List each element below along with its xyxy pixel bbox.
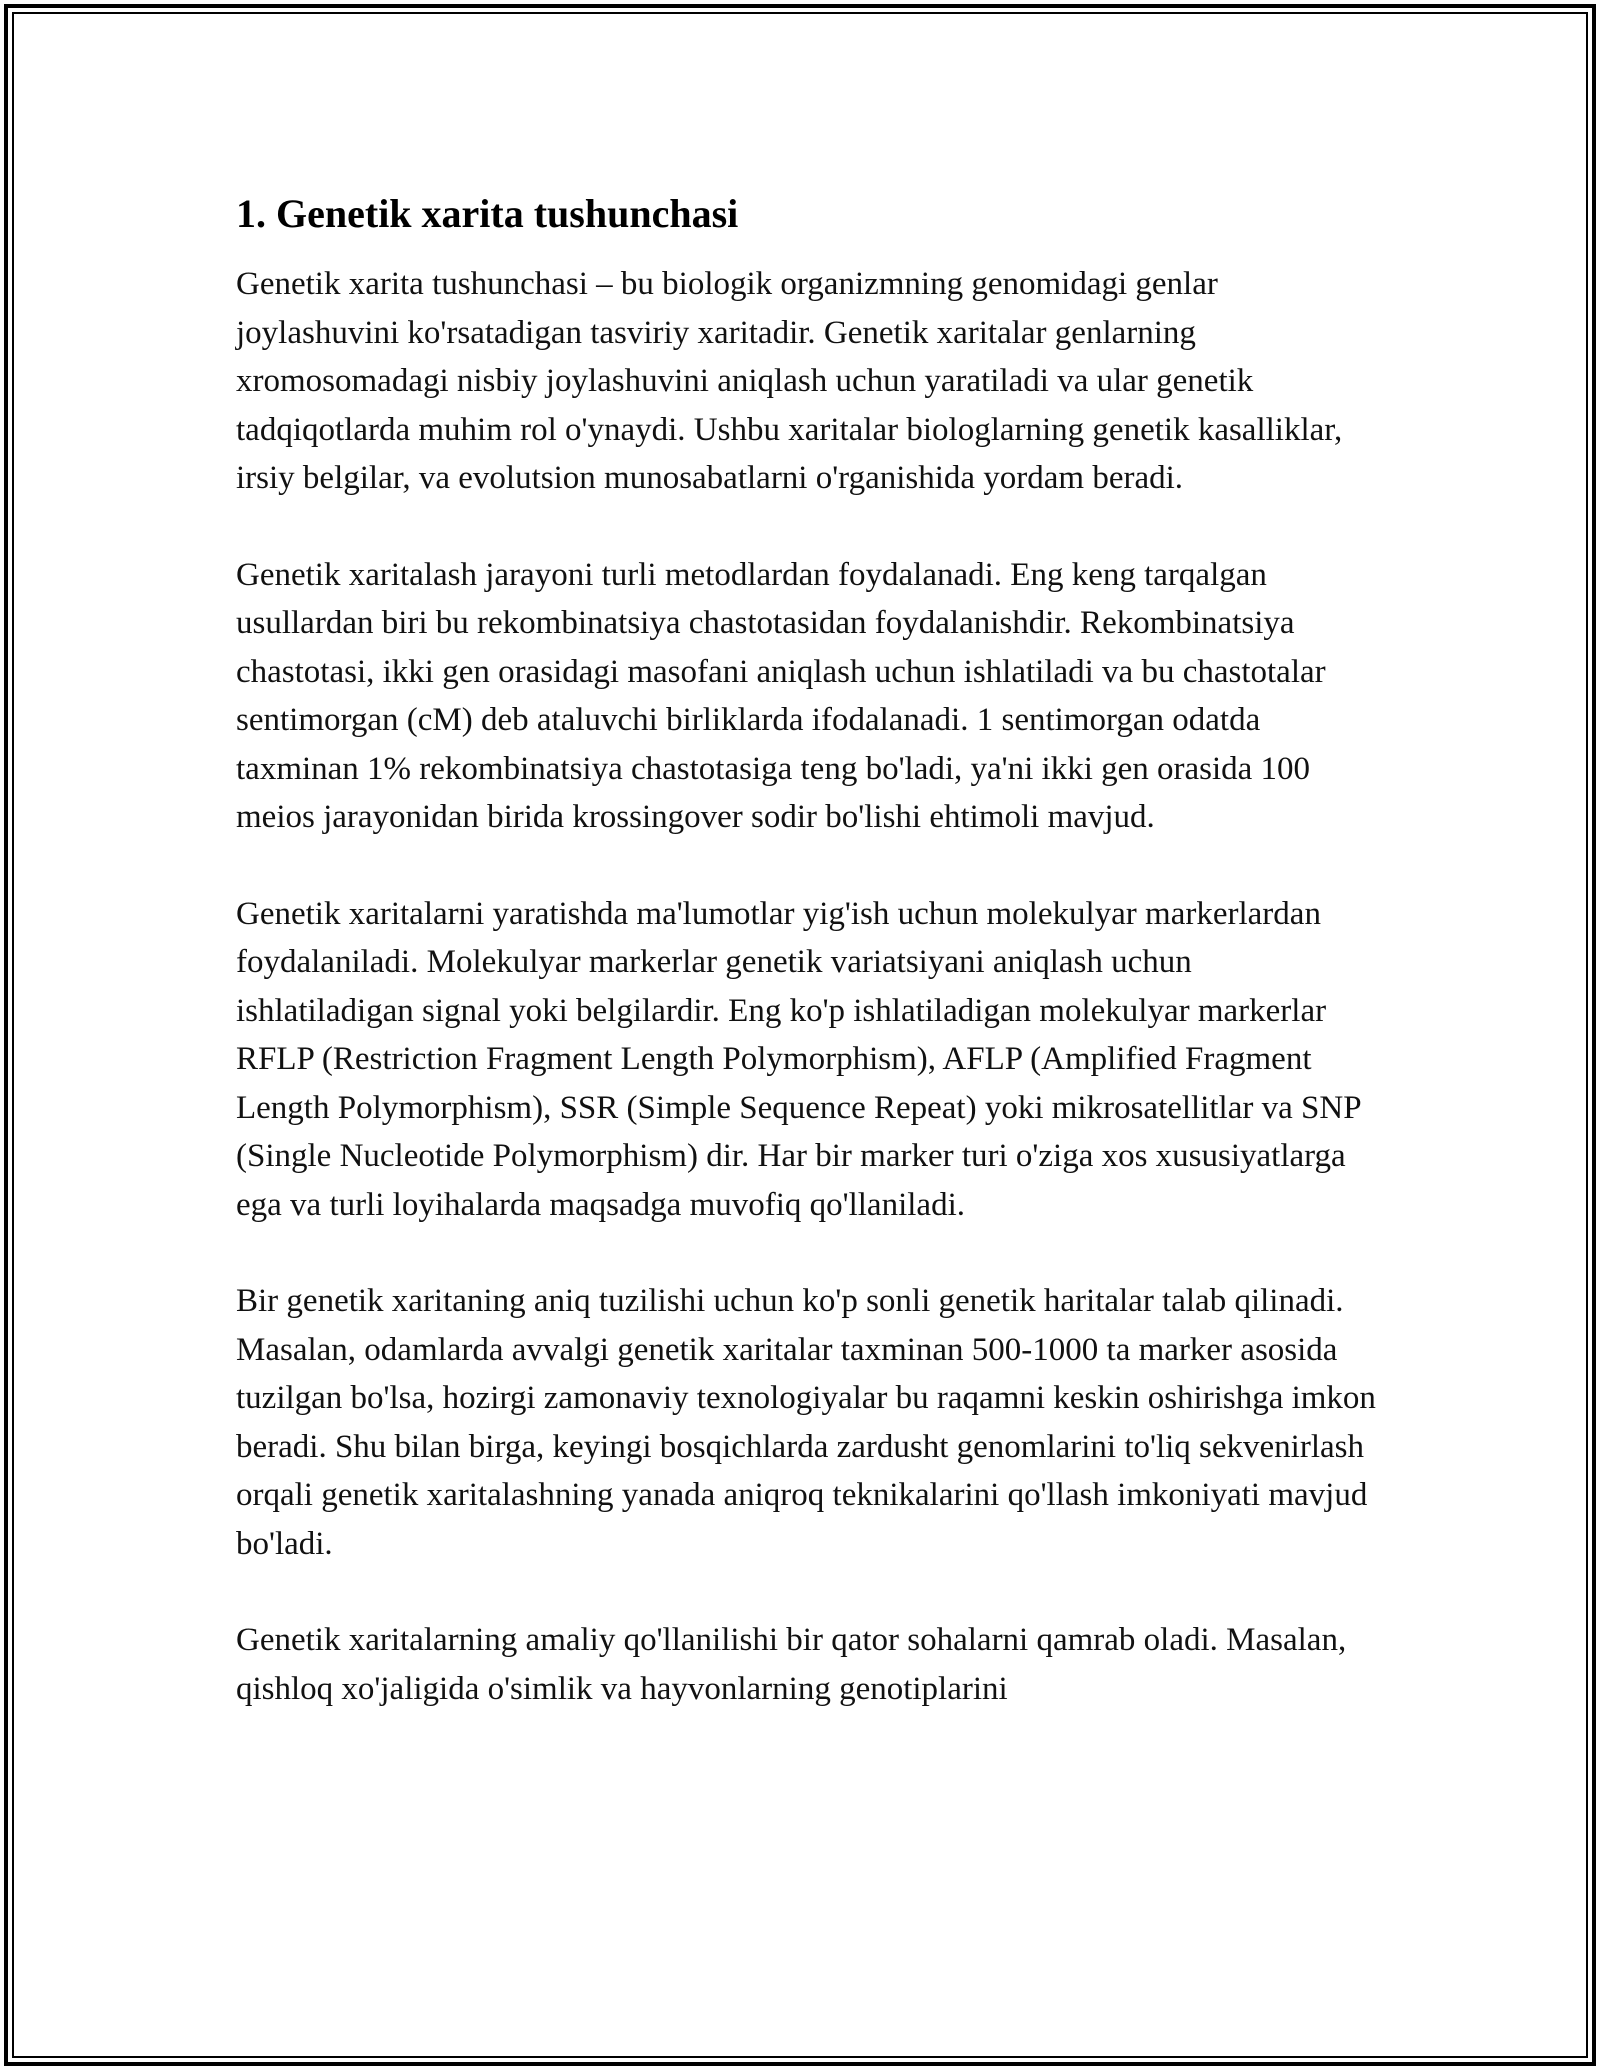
paragraph-5: Genetik xaritalarning amaliy qo'llanilishi bir qator sohalarni qamrab oladi. Masalan, qishloq xo'jaligida o'simlik va hayvonlarning genotiplarini: [236, 1622, 1347, 1707]
section-heading: 1. Genetik xarita tushunchasi: [236, 191, 739, 236]
paragraph-3: Genetik xaritalarni yaratishda ma'lumotlar yig'ish uchun molekulyar markerlardan foydalaniladi. Molekulyar markerlar genetik variatsiyani aniqlash uchun ishlatiladigan signal yoki belgilardir. Eng ko'p ishlatiladigan molekulyar markerlar RFLP (Restriction Fragment Length Polymorphism), AFLP (Amplified Fragment Length Polymorphism), SSR (Simple Sequence Repeat) yoki mikrosatellitlar va SNP (Single Nucleotide Polymorphism) dir. Har bir marker turi o'ziga xos xususiyatlarga ega va turli loyihalarda maqsadga muvofiq qo'llaniladi.: [236, 895, 1361, 1223]
paragraph-1: Genetik xarita tushunchasi – bu biologik organizmning genomidagi genlar joylashuvini ko'rsatadigan tasviriy xaritadir. Genetik xaritalar genlarning xromosomadagi nisbiy joylashuvini aniqlash uchun yaratiladi va ular genetik tadqiqotlarda muhim rol o'ynaydi. Ushbu xaritalar biologlarning genetik kasalliklar, irsiy belgilar, va evolutsion munosabatlarni o'rganishida yordam beradi.: [236, 266, 1343, 496]
document-body: [236, 188, 1376, 1761]
paragraph-4: Bir genetik xaritaning aniq tuzilishi uchun ko'p sonli genetik haritalar talab qilinadi. Masalan, odamlarda avvalgi genetik xaritalar taxminan 500-1000 ta marker asosida tuzilgan bo'lsa, hozirgi zamonaviy texnologiyalar bu raqamni keskin oshirishga imkon beradi. Shu bilan birga, keyingi bosqichlarda zardusht genomlarini to'liq sekvenirlash orqali genetik xaritalashning yanada aniqroq teknikalarini qo'llash imkoniyati mavjud bo'ladi.: [236, 1283, 1376, 1562]
paragraph-2: Genetik xaritalash jarayoni turli metodlardan foydalanadi. Eng keng tarqalgan usullardan biri bu rekombinatsiya chastotasidan foydalanishdir. Rekombinatsiya chastotasi, ikki gen orasidagi masofani aniqlash uchun ishlatiladi va bu chastotalar sentimorgan (cM) deb ataluvchi birliklarda ifodalanadi. 1 sentimorgan odatda taxminan 1% rekombinatsiya chastotasiga teng bo'ladi, ya'ni ikki gen orasida 100 meios jarayonidan birida krossingover sodir bo'lishi ehtimoli mavjud.: [236, 556, 1326, 835]
